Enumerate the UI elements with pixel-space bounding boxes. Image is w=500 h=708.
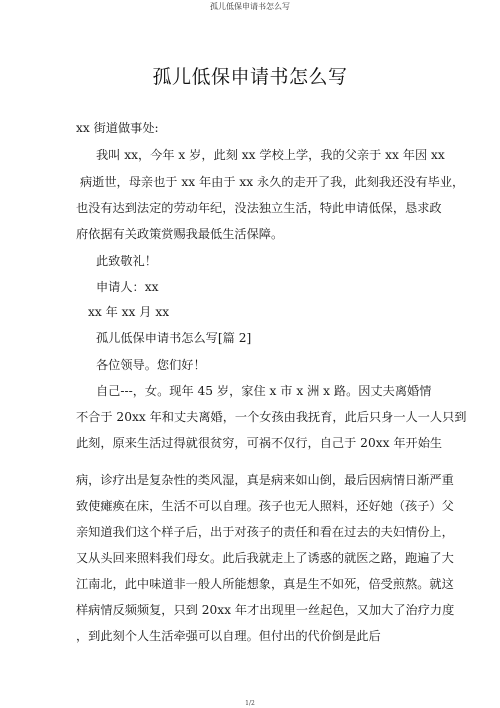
closing-line: 此致敬礼！ xyxy=(96,254,157,268)
document-title: 孤儿低保申请书怎么写 xyxy=(152,66,348,88)
applicant-line: 申请人：xx xyxy=(96,280,159,294)
date-line: xx 年 xx 月 xx xyxy=(88,305,170,319)
greeting-line: 各位领导。您们好！ xyxy=(96,358,206,372)
body-line: 病逝世，母亲也于 xx 年由于 xx 永久的走开了我，此刻我还没有毕业， xyxy=(80,175,465,189)
body-line: 此刻，原来生活过得就很贫穷，可祸不仅行，自己于 20xx 年开始生 xyxy=(76,436,443,450)
section-heading: 孤儿低保申请书怎么写[篇 2] xyxy=(96,331,252,345)
body-line: 府依据有关政策赏赐我最低生活保障。 xyxy=(76,227,284,241)
running-header: 孤儿低保申请书怎么写 xyxy=(210,2,290,11)
body-line: 不合于 20xx 年和丈夫离婚，一个女孩由我抚育，此后只身一人一人只到 xyxy=(76,410,467,424)
body-line: 样病情反频频复，只到 20xx 年才出现里一丝起色，又加大了治疗力度 xyxy=(76,603,455,617)
page-number: 1/2 xyxy=(245,700,255,707)
body-line: 江南北，此中味道非一般人所能想象，真是生不如死，倍受煎熬。就这 xyxy=(76,577,454,591)
body-line: 病，诊疗出是复杂性的类风湿，真是病来如山倒，最后因病情日渐严重 xyxy=(76,473,454,487)
body-line: 亲知道我们这个样子后，出于对孩子的责任和看在过去的夫妇情份上， xyxy=(76,525,454,539)
body-line: 致使瘫痪在床，生活不可以自理。孩子也无人照料，还好她（孩子）父 xyxy=(76,499,454,513)
body-line: 也没有达到法定的劳动年纪，没法独立生活，特此申请低保，恳求政 xyxy=(76,201,442,215)
body-line: 我叫 xx，今年 x 岁，此刻 xx 学校上学，我的父亲于 xx 年因 xx xyxy=(96,148,445,162)
body-line: ，到此刻个人生活牵强可以自理。但付出的代价倒是此后 xyxy=(76,629,381,643)
salutation-line: xx 街道做事处: xyxy=(76,121,159,135)
body-line: 又从头回来照料我们母女。此后我就走上了诱惑的就医之路，跑遍了大 xyxy=(76,551,454,565)
body-line: 自己---，女。现年 45 岁，家住 x 市 x 洲 x 路。因丈夫离婚情 xyxy=(96,384,432,398)
